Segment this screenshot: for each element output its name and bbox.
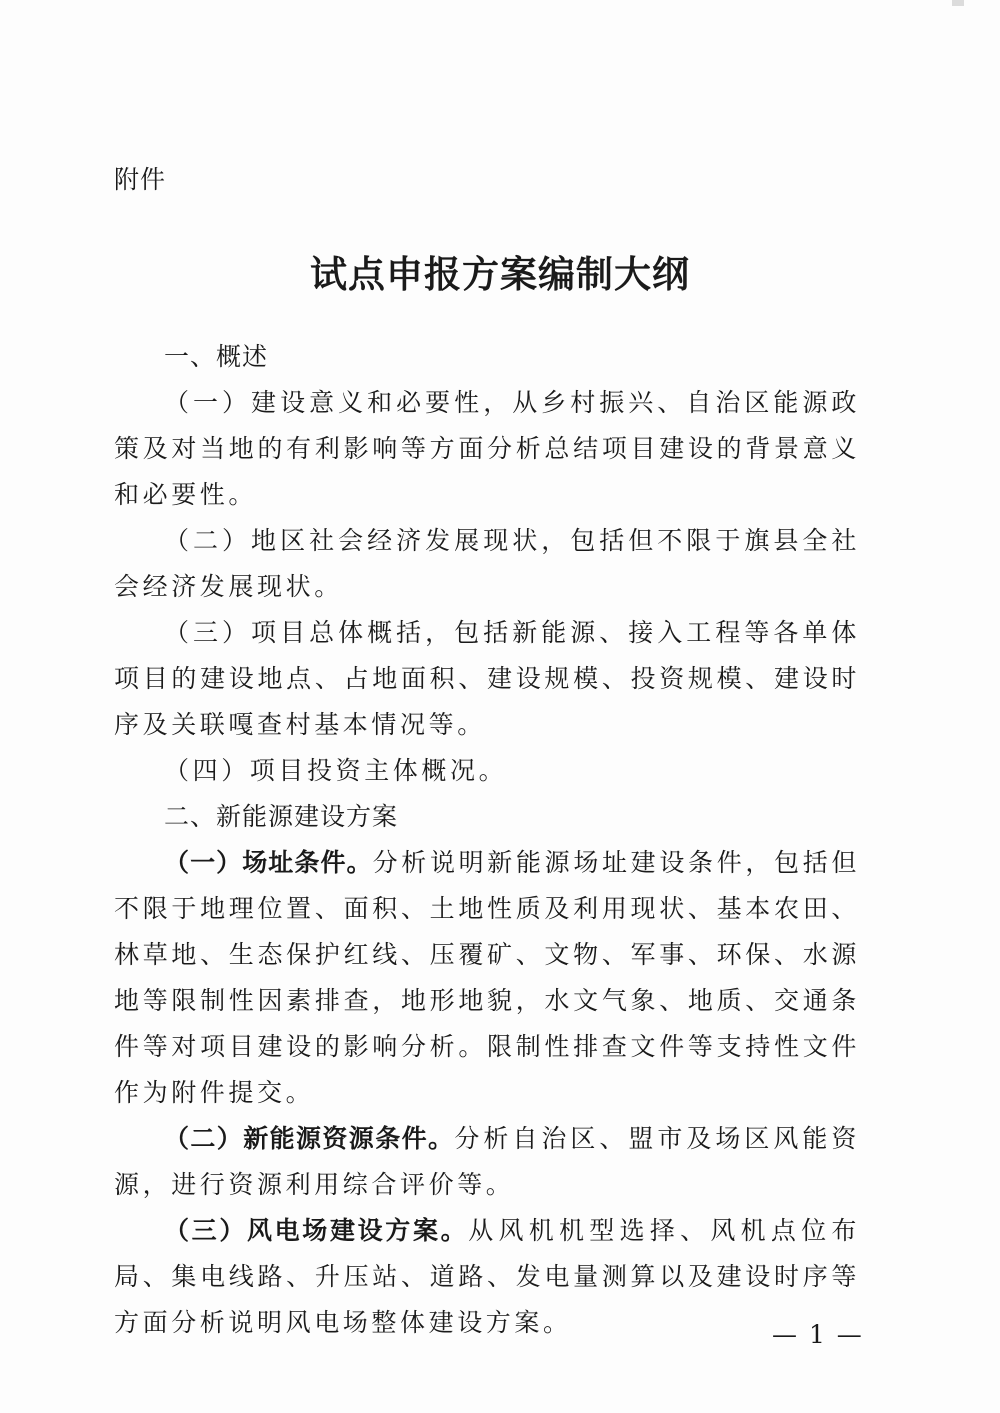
paragraph-site-conditions <box>114 840 860 1116</box>
paragraph-investor-overview: （四）项目投资主体概况。 <box>164 756 508 785</box>
paragraph-body: 分析自治区、盟市及场区风能资源，进行资源利用综合评价等。 <box>114 1124 860 1199</box>
section-heading-overview: 一、概述 <box>164 342 269 371</box>
paragraph-body: 从风机机型选择、风机点位布局、集电线路、升压站、道路、发电量测算以及建设时序等方面分析说明风电场整体建设方案。 <box>114 1216 860 1337</box>
section-heading-new-energy-plan: 二、新能源建设方案 <box>164 802 399 831</box>
paragraph-wind-farm-plan <box>114 1208 860 1346</box>
paragraph-lead: （一）场址条件。 <box>164 848 373 877</box>
paragraph-body: 分析说明新能源场址建设条件，包括但不限于地理位置、面积、土地性质及利用现状、基本农田、林草地、生态保护红线、压覆矿、文物、军事、环保、水源地等限制性因素排查，地形地貌，水文气象、地质、交通条件等对项目建设的影响分析。限制性排查文件等支持性文件作为附件提交。 <box>114 848 860 1107</box>
document-title: 试点申报方案编制大纲 <box>310 252 690 296</box>
paragraph-regional-status: （二）地区社会经济发展现状，包括但不限于旗县全社会经济发展现状。 <box>114 526 860 601</box>
document-body <box>114 334 860 1346</box>
paragraph-project-summary: （三）项目总体概括，包括新能源、接入工程等各单体项目的建设地点、占地面积、建设规模、投资规模、建设时序及关联嘎查村基本情况等。 <box>114 618 860 739</box>
page-number: — 1 — <box>772 1320 864 1349</box>
attachment-label: 附件 <box>114 165 167 194</box>
scan-artifact <box>952 0 964 6</box>
paragraph-lead: （三）风电场建设方案。 <box>164 1216 469 1245</box>
paragraph-significance: （一）建设意义和必要性，从乡村振兴、自治区能源政策及对当地的有利影响等方面分析总结项目建设的背景意义和必要性。 <box>114 388 860 509</box>
paragraph-resource-conditions <box>114 1116 860 1208</box>
paragraph-lead: （二）新能源资源条件。 <box>164 1124 455 1153</box>
